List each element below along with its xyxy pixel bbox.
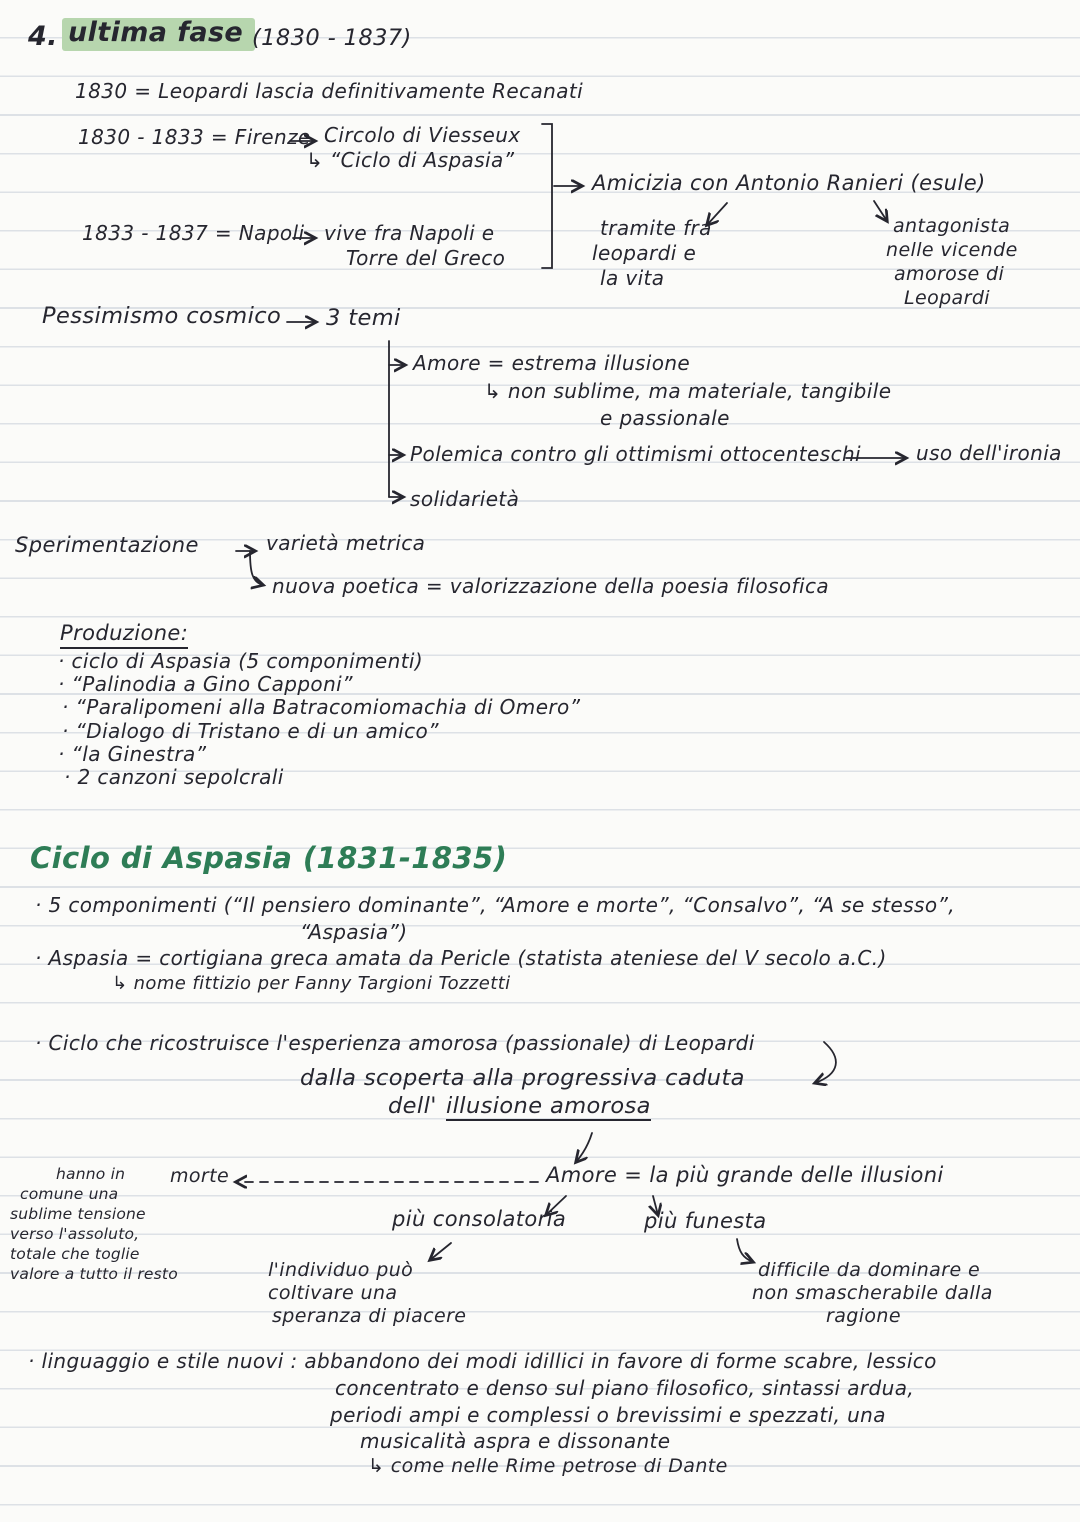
note-prod-5: · “la Ginestra” — [58, 742, 207, 766]
note-rime-petrose: ↳ come nelle Rime petrose di Dante — [368, 1455, 728, 1477]
note-tramite-2: leopardi e — [592, 241, 697, 265]
note-morte: morte — [170, 1165, 230, 1187]
note-polemica: Polemica contro gli ottimismi ottocenteschi — [410, 442, 861, 466]
note-aspasia-cortigiana: · Aspasia = cortigiana greca amata da Pericle (statista ateniese del V secolo a.C.) — [35, 946, 887, 970]
note-5-componimenti-b: “Aspasia”) — [300, 920, 408, 944]
note-comune-3: sublime tensione — [10, 1205, 146, 1223]
note-tramite-1: tramite fra — [600, 216, 712, 240]
note-solidarieta: solidarietà — [410, 487, 520, 511]
note-comune-4: verso l'assoluto, — [10, 1225, 140, 1243]
heading-number: 4. — [28, 21, 58, 52]
heading-ultima-fase: ultima fase — [62, 18, 255, 51]
note-prod-3: · “Paralipomeni alla Batracomiomachia di Omero” — [62, 695, 581, 719]
note-sperimentazione: Sperimentazione — [15, 533, 199, 557]
note-individuo-1: l'individuo può — [268, 1259, 414, 1281]
note-comune-2: comune una — [20, 1185, 119, 1203]
note-antagonista-1: antagonista — [893, 215, 1011, 237]
note-ciclo-ricostruisce: · Ciclo che ricostruisce l'esperienza amorosa (passionale) di Leopardi — [35, 1031, 755, 1055]
note-piu-consolatoria: più consolatoria — [392, 1207, 567, 1231]
note-1830-1833-firenze: 1830 - 1833 = Firenze — [78, 125, 311, 149]
note-prod-6: · 2 canzoni sepolcrali — [64, 765, 284, 789]
note-prod-1: · ciclo di Aspasia (5 componimenti) — [58, 649, 424, 673]
note-vive-fra-napoli: vive fra Napoli e — [324, 221, 495, 245]
note-antagonista-3: amorose di — [894, 263, 1005, 285]
note-linguaggio-3: periodi ampi e complessi o brevissimi e spezzati, una — [330, 1403, 886, 1427]
note-difficile-2: non smascherabile dalla — [752, 1282, 993, 1304]
note-1833-1837-napoli: 1833 - 1837 = Napoli — [82, 221, 305, 245]
note-circolo-viesseux: Circolo di Viesseux — [324, 123, 521, 147]
note-varieta-metrica: varietà metrica — [266, 531, 426, 555]
note-produzione-title: Produzione: — [60, 622, 188, 649]
note-dell: dell' — [388, 1093, 437, 1119]
note-amicizia-ranieri: Amicizia con Antonio Ranieri (esule) — [592, 171, 986, 195]
note-difficile-1: difficile da dominare e — [758, 1259, 981, 1281]
note-amore-illusione: Amore = estrema illusione — [413, 351, 691, 375]
note-5-componimenti-a: · 5 componimenti (“Il pensiero dominante”, “Amore e morte”, “Consalvo”, “A se stesso”, — [35, 893, 956, 917]
note-pessimismo-cosmico: Pessimismo cosmico — [42, 303, 282, 329]
note-individuo-2: coltivare una — [268, 1282, 398, 1304]
note-torre-del-greco: Torre del Greco — [346, 246, 506, 270]
note-linguaggio-2: concentrato e denso sul piano filosofico, sintassi ardua, — [335, 1376, 915, 1400]
note-amore-piu-grande: Amore = la più grande delle illusioni — [546, 1163, 944, 1187]
note-antagonista-4: Leopardi — [904, 287, 990, 309]
note-e-passionale: e passionale — [600, 406, 730, 430]
note-dalla-scoperta: dalla scoperta alla progressiva caduta — [300, 1065, 745, 1091]
note-nuova-poetica: nuova poetica = valorizzazione della poesia filosofica — [272, 574, 829, 598]
heading-date-range: (1830 - 1837) — [252, 25, 412, 51]
note-prod-4: · “Dialogo di Tristano e di un amico” — [62, 719, 439, 743]
note-non-sublime: ↳ non sublime, ma materiale, tangibile — [484, 379, 892, 403]
note-tramite-3: la vita — [600, 266, 665, 290]
note-1830-recanati: 1830 = Leopardi lascia definitivamente Recanati — [75, 79, 584, 103]
note-illusione-amorosa: illusione amorosa — [446, 1094, 651, 1121]
heading-ciclo-aspasia: Ciclo di Aspasia (1831-1835) — [30, 841, 508, 875]
note-difficile-3: ragione — [826, 1305, 901, 1327]
note-comune-1: hanno in — [56, 1165, 126, 1183]
note-prod-2: · “Palinodia a Gino Capponi” — [58, 672, 353, 696]
note-comune-5: totale che toglie — [10, 1245, 140, 1263]
note-ciclo-aspasia-ref: ↳ “Ciclo di Aspasia” — [306, 148, 515, 172]
note-fanny-targioni: ↳ nome fittizio per Fanny Targioni Tozzetti — [112, 973, 511, 994]
note-piu-funesta: più funesta — [644, 1209, 767, 1233]
note-3-temi: 3 temi — [326, 305, 401, 331]
note-linguaggio-4: musicalità aspra e dissonante — [360, 1429, 671, 1453]
note-linguaggio-1: · linguaggio e stile nuovi : abbandono dei modi idillici in favore di forme scabre, lessico — [28, 1349, 937, 1373]
note-uso-ironia: uso dell'ironia — [916, 441, 1062, 465]
note-comune-6: valore a tutto il resto — [10, 1265, 178, 1283]
note-individuo-3: speranza di piacere — [272, 1305, 467, 1327]
note-antagonista-2: nelle vicende — [886, 239, 1018, 261]
